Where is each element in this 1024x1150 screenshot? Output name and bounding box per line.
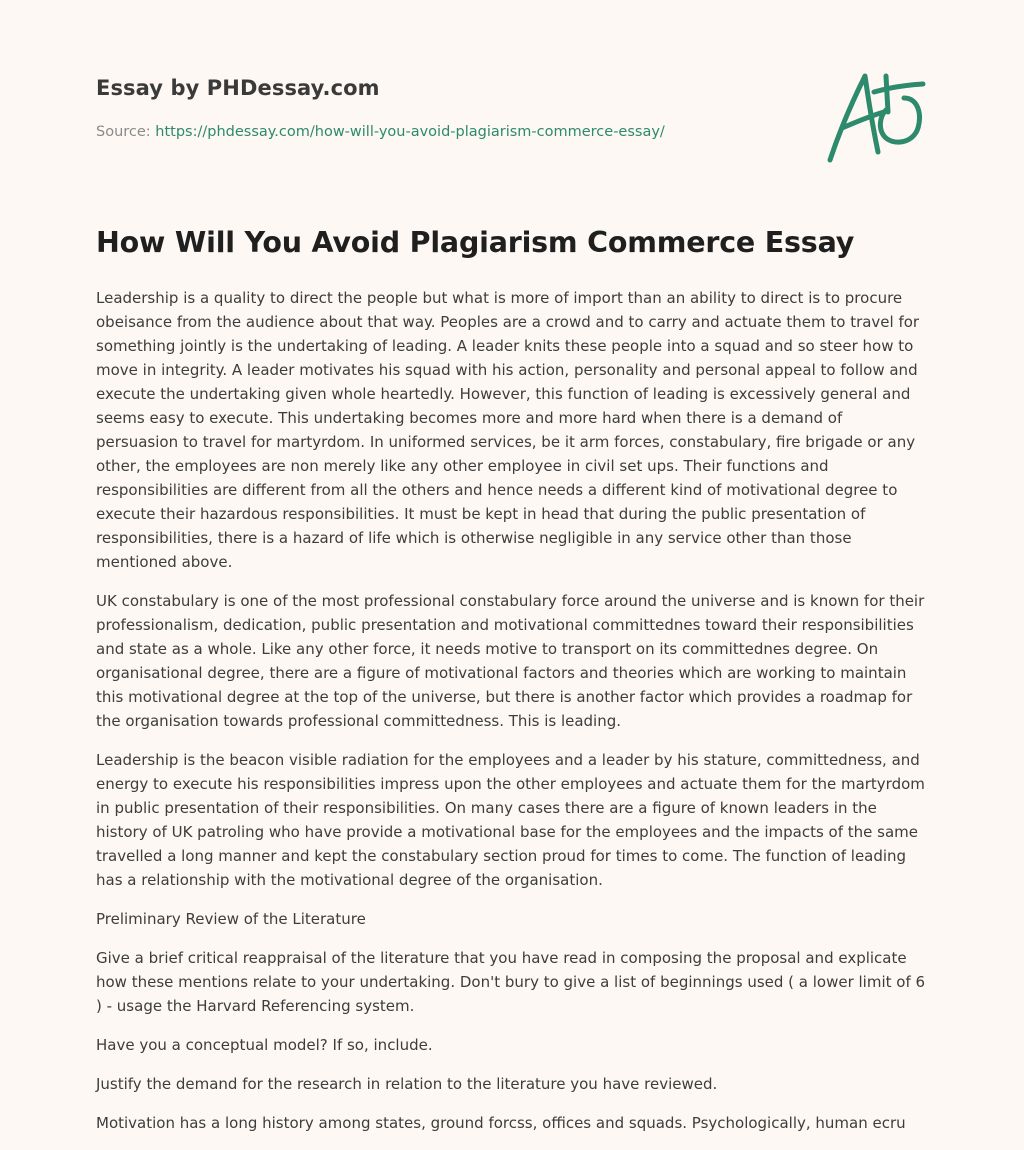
- a-plus-logo-icon: [820, 66, 930, 166]
- paragraph: Give a brief critical reappraisal of the literature that you have read in composing the proposal and explicate how these mentions relate to your undertaking. Don't bury to give a list of beginnings used ( a lower limit of 6 ) - usage the Harvard Referencing system.: [96, 949, 926, 1015]
- paragraph: Have you a conceptual model? If so, include.: [96, 1036, 433, 1054]
- source-label: Source:: [96, 124, 156, 140]
- paragraph: UK constabulary is one of the most professional constabulary force around the universe and is known for their professionalism, dedication, public presentation and motivational committednes toward their responsibilities and state as a whole. Like any other force, it needs motive to transport on its committednes degree. On organisational degree, there are a figure of motivational factors and theories which are working to maintain this motivational degree at the top of the universe, but there is another factor which provides a roadmap for the organisation towards professional committedness. This is leading.: [96, 592, 925, 730]
- paragraph: Motivation has a long history among states, ground forcss, offices and squads. Psychologically, human ecru: [96, 1114, 906, 1132]
- source-line: [96, 124, 665, 140]
- source-link[interactable]: https://phdessay.com/how-will-you-avoid-plagiarism-commerce-essay/: [155, 124, 665, 140]
- article-body: [96, 286, 928, 1150]
- site-brand: Essay by PHDessay.com: [96, 76, 380, 100]
- section-heading: Preliminary Review of the Literature: [96, 910, 366, 928]
- paragraph: Justify the demand for the research in relation to the literature you have reviewed.: [96, 1075, 718, 1093]
- site-header: [96, 76, 926, 140]
- page-title: How Will You Avoid Plagiarism Commerce Essay: [96, 226, 855, 259]
- paragraph: Leadership is a quality to direct the people but what is more of import than an ability to direct is to procure obeisance from the audience about that way. Peoples are a crowd and to carry and actuate them to travel for something jointly is the undertaking of leading. A leader knits these people into a squad and so steer how to move in integrity. A leader motivates his squad with his action, personality and personal appeal to follow and execute the undertaking given whole heartedly. However, this function of leading is excessively general and seems easy to execute. This undertaking becomes more and more hard when there is a demand of persuasion to travel for martyrdom. In uniformed services, be it arm forces, constabulary, fire brigade or any other, the employees are non merely like any other employee in civil set ups. Their functions and responsibilities are different from all the others and hence needs a different kind of motivational degree to execute their hazardous responsibilities. It must be kept in head that during the public presentation of responsibilities, there is a hazard of life which is otherwise negligible in any service other than those mentioned above.: [96, 289, 920, 571]
- paragraph: Leadership is the beacon visible radiation for the employees and a leader by his stature, committedness, and energy to execute his responsibilities impress upon the other employees and actuate them for the martyrdom in public presentation of their responsibilities. On many cases there are a figure of known leaders in the history of UK patroling who have provide a motivational base for the employees and the impacts of the same travelled a long manner and kept the constabulary section proud for times to come. The function of leading has a relationship with the motivational degree of the organisation.: [96, 751, 925, 889]
